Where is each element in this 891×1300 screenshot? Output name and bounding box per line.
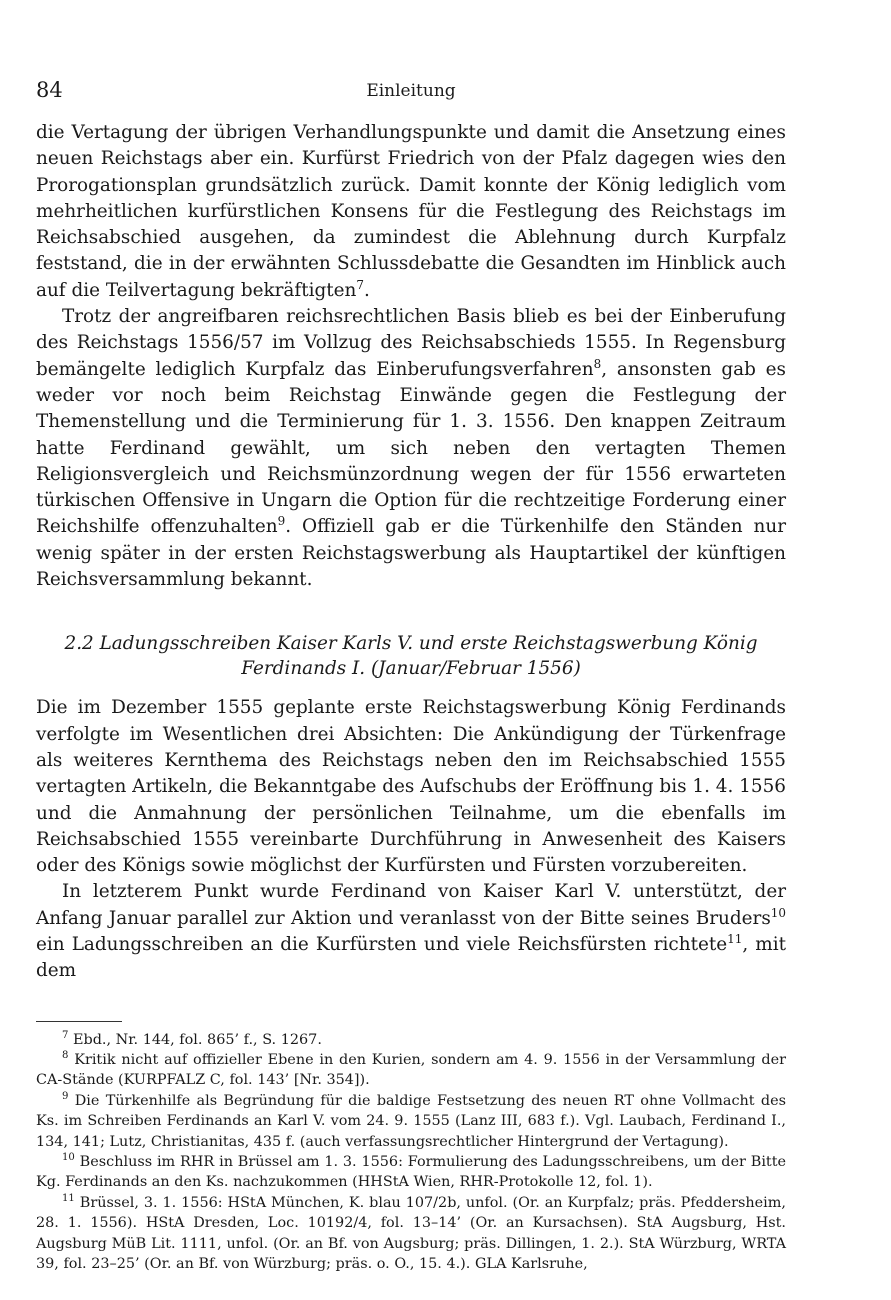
- footnote-ref[interactable]: 8: [593, 356, 602, 371]
- body-text: [36, 120, 786, 985]
- footnote: $^{11}$ Brüssel, 3. 1. 1556: HStA München, K. blau 107/2b, unfol. (Or. an Kurpfalz; präs. Pfeddersheim, 28. 1. 1556). HStA Dresden, Loc. 10192/4, fol. 13–14’ (Or. an Kursachsen). StA Augsburg, Hst. Augsburg MüB Lit. 1111, unfol. (Or. an Bf. von Augsburg; präs. Dillingen, 1. 2.). StA Würzburg, WRTA 39, fol. 23–25’ (Or. an Bf. von Würzburg; präs. o. O., 15. 4.). GLA Karlsruhe,: [36, 1193, 786, 1273]
- paragraph: die Vertagung der übrigen Verhandlungspunkte und damit die Ansetzung eines neuen Reichstags aber ein. Kurfürst Friedrich von der Pfalz dagegen wies den Prorogationsplan grundsätzlich zurück. Damit konnte der König lediglich vom mehrheitlichen kurfürstlichen Konsens für die Festlegung des Reichstags im Reichsabschied ausgehen, da zumindest die Ablehnung durch Kurpfalz feststand, die in der erwähnten Schlussdebatte die Gesandten im Hinblick auch auf die Teilvertagung bekräftigten$^7$.: [36, 122, 786, 301]
- footnote: $^9$ Die Türkenhilfe als Begründung für die baldige Festsetzung des neuen RT ohne Vollmacht des Ks. im Schreiben Ferdinands an Karl V. vom 24. 9. 1555 (Lanz III, 683 f.). Vgl. Laubach, Ferdinand I., 134, 141; Lutz, Christianitas, 435 f. (auch verfassungsrechtlicher Hintergrund der Vertagung).: [36, 1091, 787, 1150]
- footnote-divider: [36, 1021, 122, 1022]
- footnote: $^8$ Kritik nicht auf offizieller Ebene in den Kurien, sondern am 4. 9. 1556 in der Versammlung der CA-Stände (KURPFALZ C, fol. 143’ [Nr. 354]).: [36, 1050, 787, 1089]
- page-header: [36, 78, 786, 108]
- footnotes: [36, 1030, 786, 1275]
- footnote: $^7$ Ebd., Nr. 144, fol. 865’ f., S. 1267.: [62, 1029, 322, 1048]
- page-number: 84: [36, 78, 63, 102]
- footnote: $^{10}$ Beschluss im RHR in Brüssel am 1. 3. 1556: Formulierung des Ladungsschreibens, um der Bitte Kg. Ferdinands an den Ks. nachzukommen (HHStA Wien, RHR-Protokolle 12, fol. 1).: [36, 1152, 787, 1191]
- paragraph: Die im Dezember 1555 geplante erste Reichstagswerbung König Ferdinands verfolgte im Wesentlichen drei Absichten: Die Ankündigung der Türkenfrage als weiteres Kernthema des Reichstags neben den im Reichsabschied 1555 vertagten Artikeln, die Bekanntgabe des Aufschubs der Eröffnung bis 1. 4. 1556 und die Anmahnung der persönlichen Teilnahme, um die ebenfalls im Reichsabschied 1555 vereinbarte Durchführung in Anwesenheit des Kaisers oder des Königs sowie möglichst der Kurfürsten und Fürsten vorzubereiten.: [36, 697, 786, 877]
- footnote-ref[interactable]: 11: [727, 931, 743, 946]
- footnote-ref[interactable]: 7: [356, 277, 364, 292]
- running-head: Einleitung: [366, 81, 456, 101]
- paragraph: In letzterem Punkt wurde Ferdinand von Kaiser Karl V. unterstützt, der Anfang Januar parallel zur Aktion und veranlasst von der Bitte seines Bruders$^{10}$ ein Ladungsschreiben an die Kurfürsten und viele Reichsfürsten richtete$^{11}$, mit dem: [36, 881, 786, 982]
- footnote-ref[interactable]: 10: [770, 905, 786, 920]
- footnote-ref[interactable]: 9: [277, 514, 286, 529]
- section-heading: 2.2 Ladungsschreiben Kaiser Karls V. und erste Reichstagswerbung König Ferdinands I. (Januar/Februar 1556): [64, 633, 758, 680]
- paragraph: Trotz der angreifbaren reichsrechtlichen Basis blieb es bei der Einberufung des Reichstags 1556/57 im Vollzug des Reichsabschieds 1555. In Regensburg bemängelte lediglich Kurpfalz das Einberufungsverfahren$^8$, ansonsten gab es weder vor noch beim Reichstag Einwände gegen die Festlegung der Themenstellung und die Terminierung für 1. 3. 1556. Den knappen Zeitraum hatte Ferdinand gewählt, um sich neben den vertagten Themen Religionsvergleich und Reichsmünzordnung wegen der für 1556 erwarteten türkischen Offensive in Ungarn die Option für die rechtzeitige Forderung einer Reichshilfe offenzuhalten$^9$. Offiziell gab er die Türkenhilfe den Ständen nur wenig später in der ersten Reichstagswerbung als Hauptartikel der künftigen Reichsversammlung bekannt.: [36, 306, 786, 591]
- book-page: [36, 78, 786, 1274]
